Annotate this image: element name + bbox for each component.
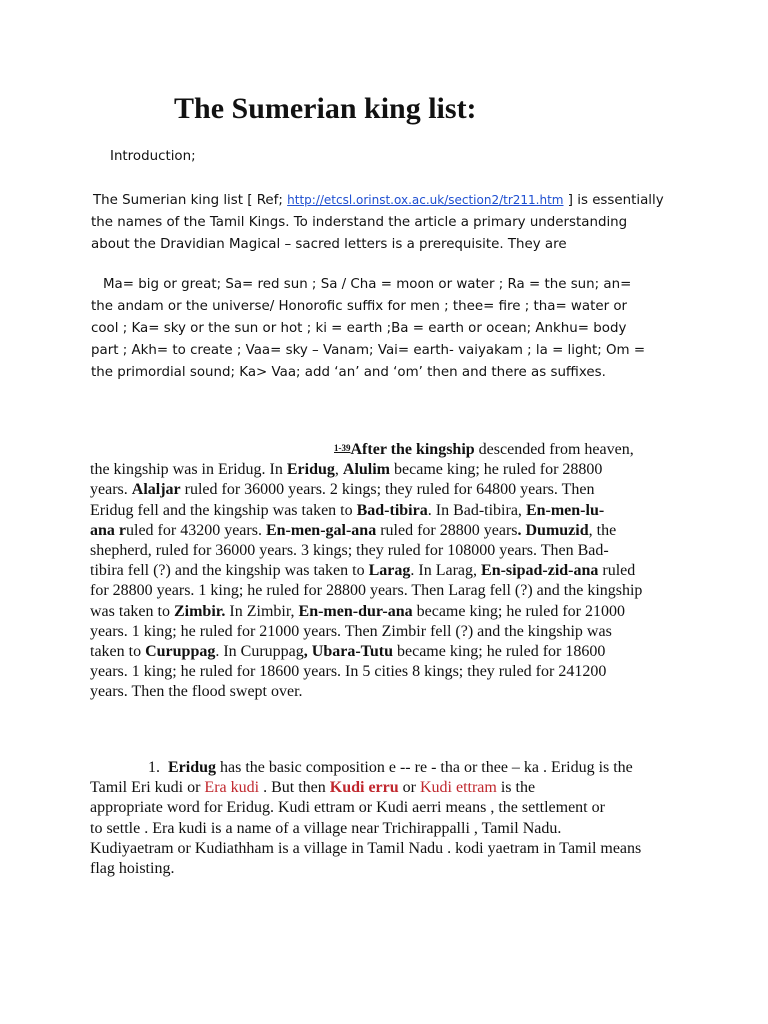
eridug-line: Kudiyaetram or Kudiathham is a village in Tamil Nadu . kodi yaetram in Tamil means — [90, 839, 642, 857]
king-list-line: years. 1 king; he ruled for 21000 years. Then Zimbir fell (?) and the kingship was — [90, 622, 612, 640]
intro-line-1 — [91, 189, 691, 212]
text: was taken to — [90, 602, 174, 620]
king-list-line — [90, 460, 670, 480]
eridug-line: appropriate word for Eridug. Kudi ettram or Kudi aerri means , the settlement or — [90, 799, 605, 817]
king-list-line: for 28800 years. 1 king; he ruled for 28800 years. Then Larag fell (?) and the kingship — [90, 582, 643, 600]
king-name: , Ubara-Tutu — [303, 643, 393, 661]
text: uled for 43200 years. — [126, 521, 266, 539]
letters-paragraph — [91, 274, 691, 384]
text: . But then — [259, 779, 330, 797]
text: Tamil Eri kudi or — [90, 779, 205, 797]
city-name: Curuppag — [145, 643, 216, 661]
king-list-line: shepherd, ruled for 36000 years. 3 kings; they ruled for 108000 years. Then Bad- — [90, 542, 609, 560]
city-name: Eridug — [168, 759, 217, 776]
king-list-line — [90, 561, 670, 581]
text: In Zimbir, — [225, 602, 299, 620]
letters-line-5: the primordial sound; Ka> Vaa; add ‘an’ and ‘om’ then and there as suffixes. — [91, 365, 606, 380]
king-list-line — [90, 480, 670, 500]
letters-line-2: the andam or the universe/ Honorofic suffix for men ; thee= fire ; tha= water or — [91, 299, 628, 314]
bold-text: After the kingship — [350, 441, 475, 458]
text: , — [334, 461, 343, 479]
text: taken to — [90, 643, 146, 661]
reference-link[interactable]: http://etcsl.orinst.ox.ac.uk/section2/tr211.htm — [287, 193, 564, 207]
letters-line-1: Ma= big or great; Sa= red sun ; Sa / Cha = moon or water ; Ra = the sun; an= — [103, 277, 632, 292]
text: Eridug fell and the kingship was taken to — [90, 501, 357, 519]
text: became king; he ruled for 21000 — [412, 602, 625, 620]
king-list-line — [90, 501, 670, 521]
text: is the — [496, 779, 536, 797]
text: ruled for 28800 years — [376, 521, 518, 539]
list-number: 1. — [148, 759, 160, 776]
intro-line-3: about the Dravidian Magical – sacred letters is a prerequisite. They are — [91, 237, 567, 252]
text: the kingship was in Eridug. In — [90, 461, 287, 479]
eridug-line — [90, 778, 690, 798]
text: has the basic composition e -- re - tha or thee – ka . Eridug is the — [216, 759, 633, 776]
text: . In Curuppag — [215, 643, 304, 661]
text: . In Larag, — [410, 562, 482, 580]
text: ruled for 36000 years. 2 kings; they ruled for 64800 years. Then — [180, 481, 595, 499]
king-name: Alaljar — [131, 481, 181, 499]
king-name: ana r — [90, 521, 126, 539]
king-list-line: years. 1 king; he ruled for 18600 years. In 5 cities 8 kings; they ruled for 241200 — [90, 663, 607, 681]
king-name: En-men-dur-ana — [298, 602, 413, 620]
city-name: Larag — [368, 562, 411, 580]
intro-heading: Introduction; — [110, 149, 196, 164]
letters-line-3: cool ; Ka= sky or the sun or hot ; ki = earth ;Ba = earth or ocean; Ankhu= body — [91, 321, 627, 336]
city-name: Bad-tibira — [356, 501, 428, 519]
king-list-line — [90, 440, 670, 460]
highlight-term: Kudi erru — [329, 779, 399, 797]
king-name: En-men-gal-ana — [265, 521, 377, 539]
intro-text-post: ] is essentially — [563, 193, 664, 208]
king-list-line — [90, 602, 670, 622]
king-name: Alulim — [342, 461, 391, 479]
eridug-paragraph — [90, 758, 690, 879]
king-list-line: years. Then the flood swept over. — [90, 683, 303, 701]
intro-paragraph — [91, 189, 691, 256]
king-list-line — [90, 521, 670, 541]
text: , the — [588, 521, 617, 539]
king-name: En-sipad-zid-ana — [481, 562, 599, 580]
king-name: En-men-lu- — [525, 501, 605, 519]
king-list-line — [90, 642, 670, 662]
text: tibira fell (?) and the kingship was taken to — [90, 562, 369, 580]
intro-text-pre: The Sumerian king list [ Ref; — [93, 193, 288, 208]
eridug-line: flag hoisting. — [90, 860, 175, 878]
page-title: The Sumerian king list: — [174, 92, 477, 125]
city-name: Eridug — [286, 461, 335, 479]
text: descended from heaven, — [474, 441, 634, 458]
text: became king; he ruled for 18600 — [393, 643, 606, 661]
highlight-term: Kudi ettram — [419, 779, 497, 797]
eridug-line: to settle . Era kudi is a name of a village near Trichirappalli , Tamil Nadu. — [90, 819, 562, 837]
city-name: Zimbir. — [173, 602, 226, 620]
king-name: . Dumuzid — [517, 521, 589, 539]
line-reference: 1-39 — [334, 443, 351, 453]
intro-line-2: the names of the Tamil Kings. To inderstand the article a primary understanding — [91, 215, 628, 230]
text: ruled — [598, 562, 636, 580]
letters-line-4: part ; Akh= to create ; Vaa= sky – Vanam; Vai= earth- vaiyakam ; la = light; Om = — [91, 343, 646, 358]
text: became king; he ruled for 28800 — [390, 461, 603, 479]
king-list-paragraph — [90, 440, 670, 703]
eridug-line — [90, 758, 690, 778]
text: years. — [90, 481, 132, 499]
highlight-term: Era kudi — [204, 779, 260, 797]
text: . In Bad-tibira, — [427, 501, 526, 519]
text: or — [398, 779, 420, 797]
